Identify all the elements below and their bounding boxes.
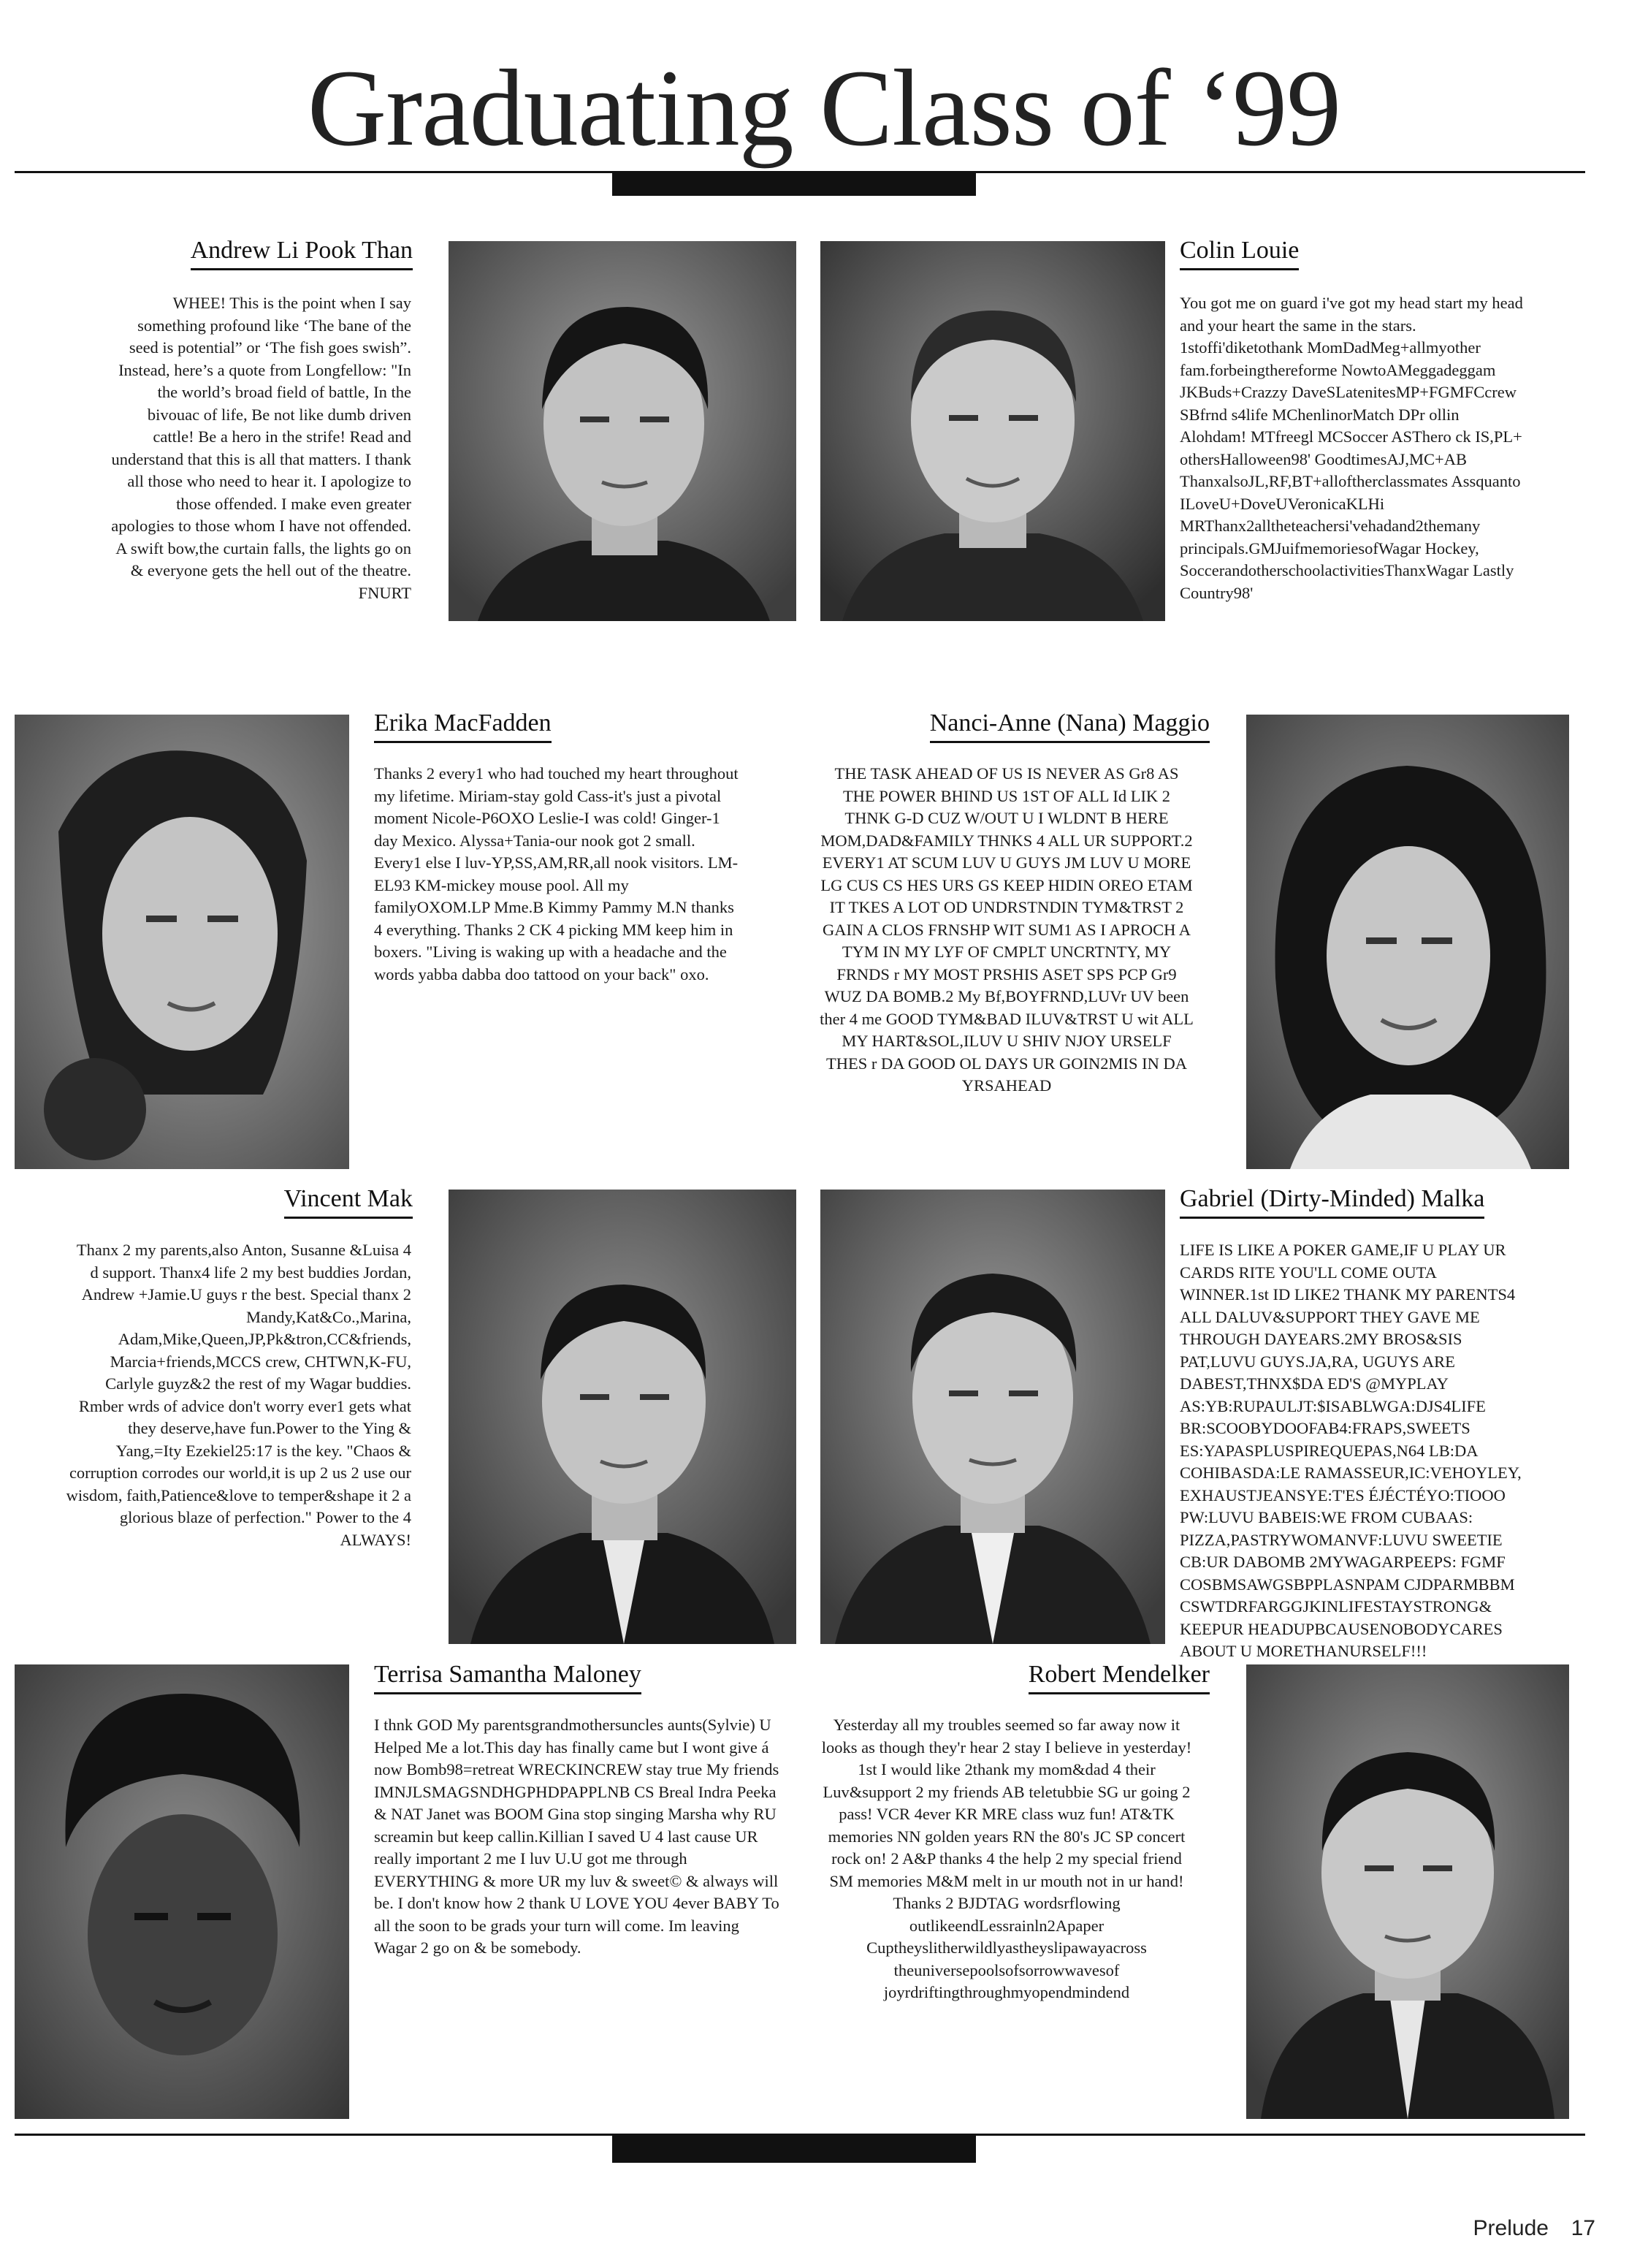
footer-label: Prelude <box>1473 2216 1549 2240</box>
page-number: 17 <box>1571 2216 1595 2240</box>
portrait-andrew <box>449 241 796 621</box>
portrait-nanci-anne <box>1246 715 1569 1169</box>
student-photo-vincent <box>449 1190 796 1644</box>
student-name-robert: Robert Mendelker <box>1029 1660 1210 1694</box>
portrait-colin <box>820 241 1165 621</box>
student-name-vincent: Vincent Mak <box>284 1184 413 1219</box>
student-photo-robert <box>1246 1664 1569 2119</box>
student-name-andrew: Andrew Li Pook Than <box>191 236 413 270</box>
student-name-nanci-anne: Nanci-Anne (Nana) Maggio <box>930 709 1210 743</box>
student-photo-erika <box>15 715 349 1169</box>
student-name-terrisa: Terrisa Samantha Maloney <box>374 1660 641 1694</box>
student-blurb-erika: Thanks 2 every1 who had touched my heart throughout my lifetime. Miriam-stay gold Cass-it's just a pivotal moment Nicole-P6OXO Leslie-I was cold! Ginger-1 day Mexico. Alyssa+Tania-our nook got 2 small. Every1 else I luv-YP,SS,AM,RR,all nook visitors. LM-EL93 KM-mickey mouse pool. All my familyOXOM.LP Mme.B Kimmy Pammy M.N thanks 4 everything. Thanks 2 CK 4 picking MM keep him in boxers. "Living is waking up with a headache and the words yabba dabba doo tattood on your back" oxo. <box>374 764 739 983</box>
student-photo-terrisa <box>15 1664 349 2119</box>
student-blurb-gabriel: LIFE IS LIKE A POKER GAME,IF U PLAY UR CARDS RITE YOU'LL COME OUTA WINNER.1st ID LIKE2 THANK MY PARENTS4 ALL DALUV&SUPPORT THEY GAVE ME THROUGH DAYEARS.2MY BROS&SIS PAT,LUVU GUYS.JA,RA, UGUYS ARE DABEST,THNX$DA ED'S @MYPLAY AS:YB:RUPAULJT:$ISABLWGA:DJS4LIFE BR:SCOOBYDOOFAB4:FRAPS,SWEETS ES:YAPASPLUSPIREQUEPAS,N64 LB:DA COHIBASDA:LE RAMASSEUR,IC:VEHOYLEY, EXHAUSTJEANSYE:T'ES ÉJÉCTÉYO:TIOOO PW:LUVU BABEIS:WE FROM CUBAAS: PIZZA,PASTRYWOMANVF:LUVU SWEETIE CB:UR DABOMB 2MYWAGARPEEPS: FGMF COSBMSAWGSBPPLASNPAM CJDPARMBBM CSWTDRFARGGJKINLIFESTAYSTRONG& KEEPUR HEADUPBCAUSENOBODYCARES ABOUT U MORETHANURSELF!!! <box>1180 1241 1522 1660</box>
portrait-erika <box>15 715 349 1169</box>
student-blurb-terrisa: I thnk GOD My parentsgrandmothersuncles aunts(Sylvie) U Helped Me a lot.This day has finally came but I wont give á now Bomb98=retreat WRECKINCREW stay true My friends IMNJLSMAGSNDHGPHDPAPPLNB CS Breal Indra Peeka & NAT Janet was BOOM Gina stop singing Marsha why RU screamin but keep callin.Killian I saved U 4 last cause UR really important 2 me I luv U.U got me through EVERYTHING & more UR my luv & sweet© & always will be. I don't know how 2 thank U LOVE YOU 4ever BABY To all the soon to be grads your turn will come. Im leaving Wagar 2 go on & be somebody. <box>374 1716 779 1957</box>
student-blurb-nanci-anne: THE TASK AHEAD OF US IS NEVER AS Gr8 AS THE POWER BHIND US 1ST OF ALL Id LIK 2 THNK G-D CUZ W/OUT U I WLDNT B HERE MOM,DAD&FAMILY THNKS 4 ALL UR SUPPORT.2 EVERY1 AT SCUM LUV U GUYS JM LUV U MORE LG CUS CS HES URS GS KEEP HIDIN OREO ETAM IT TKES A LOT OD UNDRSTNDIN TYM&TRST 2 GAIN A CLOS FRNSHP WIT SUM1 AS I APROCH A TYM IN MY LYF OF CMPLT UNCRTNTY, MY FRNDS r MY MOST PRSHIS ASET SPS PCP Gr9 WUZ DA BOMB.2 My Bf,BOYFRND,LUVr UV been ther 4 me GOOD TYM&BAD ILUV&TRST U wit ALL MY HART&SOL,ILUV U SHIV NJOY URSELF THES r DA GOOD OL DAYS UR GOIN2MIS IN DA YRSAHEAD <box>820 764 1194 1095</box>
student-blurb-colin: You got me on guard i've got my head start my head and your heart the same in the stars. 1stoffi'diketothank MomDadMeg+allmyother fam.forbeingthereforme NowtoAMeggadeggam JKBuds+Crazzy DaveSLatenitesMP+FGMFCcrew SBfrnd s4life MChenlinorMatch DPr ollin Alohdam! MTfreegl MCSoccer ASThero ck IS,PL+ othersHalloween98' GoodtimesAJ,MC+AB ThanxalsoJL,RF,BT+alloftherclassmates Assquanto ILoveU+DoveUVeronicaKLHi MRThanx2alltheteachersi'vehadand2themany principals.GMJuifmemoriesofWagar Hockey, SoccerandotherschoolactivitiesThanxWagar Lastly Country98' <box>1180 294 1523 602</box>
page-folio <box>1473 2215 1595 2242</box>
portrait-vincent <box>449 1190 796 1644</box>
student-blurb-vincent: Thanx 2 my parents,also Anton, Susanne &Luisa 4 d support. Thanx4 life 2 my best buddies Jordan, Andrew +Jamie.U guys r the best. Special thanx 2 Mandy,Kat&Co.,Marina, Adam,Mike,Queen,JP,Pk&tron,CC&friends, Marcia+friends,MCCS crew, CHTWN,K-FU, Carlyle guyz&2 the rest of my Wagar buddies. Rmber wrds of advice don't worry ever1 gets what they deserve,have fun.Power to the Ying & Yang,=Ity Ezekiel25:17 is the key. "Chaos & corruption corrodes our world,it is up 2 us 2 use our wisdom, faith,Patience&love to temper&shape it 2 a glorious blaze of perfection." Power to the 4 ALWAYS! <box>66 1241 411 1549</box>
student-photo-nanci-anne <box>1246 715 1569 1169</box>
header-bar <box>612 172 976 196</box>
page-title: Graduating Class of ‘99 <box>307 47 1341 169</box>
student-photo-andrew <box>449 241 796 621</box>
portrait-robert <box>1246 1664 1569 2119</box>
portrait-gabriel <box>820 1190 1165 1644</box>
student-name-colin: Colin Louie <box>1180 236 1299 270</box>
student-name-gabriel: Gabriel (Dirty-Minded) Malka <box>1180 1184 1484 1219</box>
student-blurb-andrew: WHEE! This is the point when I say something profound like ‘The bane of the seed is potential” or ‘The fish goes swish”. Instead, here’s a quote from Longfellow: "In the world’s broad field of battle, In the bivouac of life, Be not like dumb driven cattle! Be a hero in the strife! Read and understand that this is all that matters. I thank all those who need to hear it. I apologize to those offended. I make even greater apologies to those whom I have not offended. A swift bow,the curtain falls, the lights go on & everyone gets the hell out of the theatre. FNURT <box>111 294 411 602</box>
student-blurb-robert: Yesterday all my troubles seemed so far away now it looks as though they'r hear 2 stay I believe in yesterday! 1st I would like 2thank my mom&dad 4 their Luv&support 2 my friends AB teletubbie SG ur going 2 pass! VCR 4ever KR MRE class wuz fun! AT&TK memories NN golden years RN the 80's JC SP concert rock on! 2 A&P thanks 4 the help 2 my special friend SM memories M&M melt in ur mouth not in ur hand! Thanks 2 BJDTAG wordsrflowing outlikeendLessrainln2Apaper Cuptheyslitherwildlyastheyslipawayacross theuniversepoolsofsorrowwavesof joyrdriftingthroughmyopendmindend <box>821 1716 1192 2001</box>
student-photo-colin <box>820 241 1165 621</box>
portrait-terrisa <box>15 1664 349 2119</box>
footer-bar <box>612 2135 976 2163</box>
student-photo-gabriel <box>820 1190 1165 1644</box>
student-name-erika: Erika MacFadden <box>374 709 552 743</box>
